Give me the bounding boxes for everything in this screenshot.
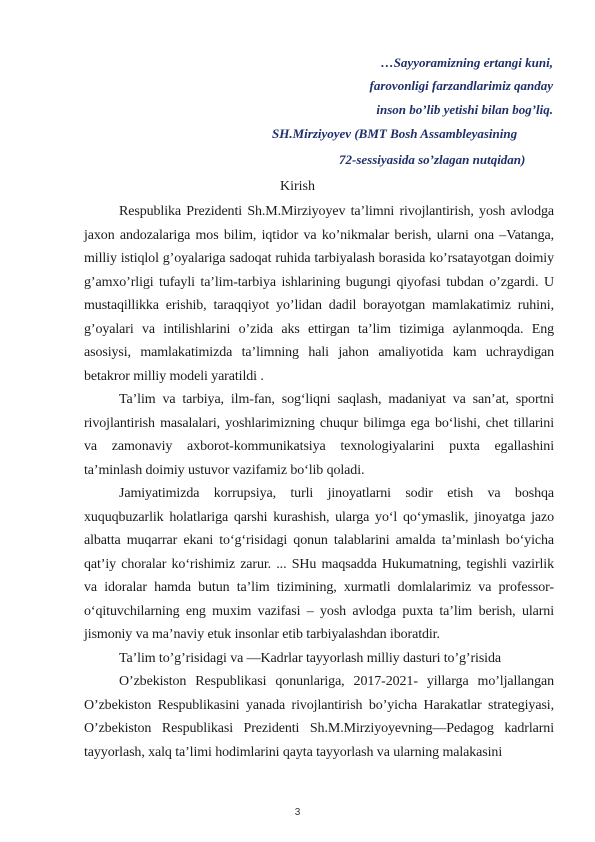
epigraph-source: 72-sessiyasida so’zlagan nutqidan) bbox=[339, 152, 526, 167]
epigraph-author: SH.Mirziyoyev (BMT Bosh Assambleyasining bbox=[272, 126, 518, 141]
paragraph: Ta’lim to’g’risidagi va ―Kadrlar tayyorlash milliy dasturi to’g’risida bbox=[119, 650, 501, 666]
body-text bbox=[84, 200, 554, 764]
page-number: 3 bbox=[294, 807, 301, 818]
epigraph-line: …Sayyoramizning ertangi kuni, bbox=[380, 55, 553, 70]
paragraph: O’zbekiston Respublikasi qonunlariga, 2017-2021- yillarga mo’ljallangan O’zbekiston Respublikasini yanada rivojlantirish bo’yicha Harakatlar strategiyasi, O’zbekiston Respublikasi Prezidenti Sh.M.Mirziyoyevning―Pedagog kadrlarni tayyorlash, xalq ta’limi hodimlarini qayta tayyorlash va ularning malakasini bbox=[84, 674, 554, 760]
paragraph: Ta’lim va tarbiya, ilm-fan, sog‘liqni saqlash, madaniyat va san’at, sportni rivojlantirish masalalari, yoshlarimizning chuqur bilimga ega bo‘lishi, chet tillarini va zamonaviy axborot-kommunikatsiya texnologiyalarini puxta egallashini ta’minlash doimiy ustuvor vazifamiz bo‘lib qoladi. bbox=[84, 392, 554, 478]
paragraph: Respublika Prezidenti Sh.M.Mirziyoyev ta’limni rivojlantirish, yosh avlodga jaxon andozalariga mos bilim, iqtidor va ko’nikmalar berish, ularni ona –Vatanga, milliy istiqlol g’oyalariga sadoqat ruhida tarbiyalash borasida ko’rsatayotgan doimiy g’amxo’rligi tufayli ta’lim-tarbiya ishlarining bugungi qiyofasi tubdan o’zgardi. U mustaqillikka erishib, taraqqiyot yo’lidan dadil borayotgan mamlakatimiz ruhini, g’oyalari va intilishlarini o’zida aks ettirgan ta’lim tizimiga aylanmoqda. Eng asosiysi, mamlakatimizda ta’limning hali jahon amaliyotida kam uchraydigan betakror milliy modeli yaratildi . bbox=[84, 204, 554, 384]
epigraph-line: farovonligi farzandlarimiz qanday bbox=[369, 78, 553, 93]
epigraph-line: inson bo’lib yetishi bilan bog’liq. bbox=[376, 102, 553, 117]
paragraph: Jamiyatimizda korrupsiya, turli jinoyatlarni sodir etish va boshqa xuquqbuzarlik holatlariga qarshi kurashish, ularga yo‘l qo‘ymaslik, jinoyatga jazo albatta muqarrar ekani to‘g‘risidagi qonun talablarini amalda ta’minlash bo‘yicha qat’iy choralar ko‘rishimiz zarur. ... SHu maqsadda Hukumatning, tegishli vazirlik va idoralar hamda butun ta’lim tizimining, xurmatli domlalarimiz va professor-o‘qituvchilarning eng muxim vazifasi – yosh avlodga puxta ta’lim berish, ularni jismoniy va ma’naviy etuk insonlar etib tarbiyalashdan iboratdir. bbox=[84, 486, 554, 642]
section-heading: Kirish bbox=[280, 179, 315, 194]
